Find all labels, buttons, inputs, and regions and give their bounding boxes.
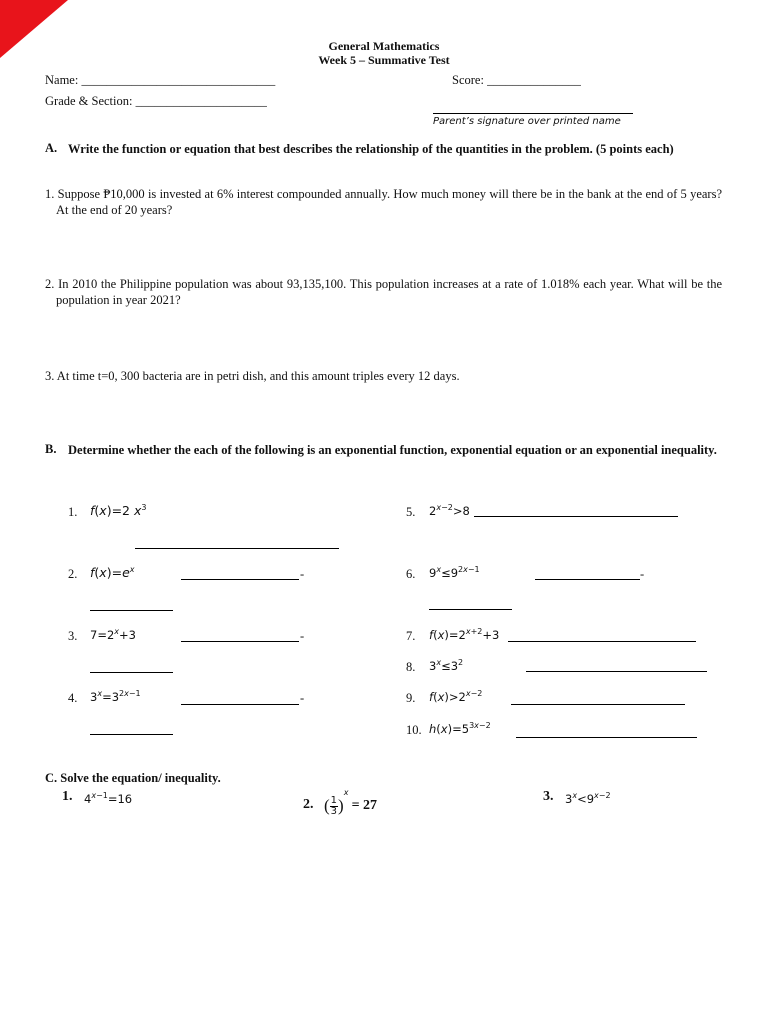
item-b4-number: 4. [68,691,78,705]
fraction-one-third: $\frac{1}{3}$ [330,794,338,817]
grade-blank: _____________________ [135,94,267,108]
item-b9-number: 9. [406,691,416,705]
dash-b2: - [300,567,305,581]
item-b6-expression: $9^x\le 9^{2x-1}$ [429,565,480,580]
item-b6-number: 6. [406,567,416,581]
item-b5-expression: $2^{x-2}>8$ [429,503,470,518]
item-b7-number: 7. [406,629,416,643]
answer-line-b2 [181,579,299,580]
item-b9-expression: $f(x)>2^{x-2}$ [429,689,483,704]
item-c3-number: 3. [543,789,554,804]
score-field [452,73,581,88]
item-b5-number: 5. [406,505,416,519]
item-b8-number: 8. [406,660,416,674]
name-label: Name: [45,73,82,87]
dash-b3: - [300,629,305,643]
subject-title: General Mathematics [328,39,440,53]
answer-line-b6 [535,579,640,580]
answer-line-b2-cont [90,610,173,611]
answer-line-b4 [181,704,299,705]
dash-b6: - [640,567,645,581]
item-c3-expression: $3^x<9^{x-2}$ [565,791,611,806]
section-b-heading: Determine whether the each of the following is an exponential function, exponential equation or an exponential inequality. [68,443,717,457]
answer-line-b8 [526,671,707,672]
answer-line-b9 [511,704,685,705]
item-b3-number: 3. [68,629,78,643]
section-b-letter: B. [45,442,57,456]
item-b2-number: 2. [68,567,78,581]
problem-3: 3. At time t=0, 300 bacteria are in petri dish, and this amount triples every 12 days. [45,369,460,383]
answer-line-b3-cont [90,672,173,673]
problem-2: 2. In 2010 the Philippine population was about 93,135,100. This population increases at a rate of 1.018% each year. What will be the population in year 2021? [45,277,722,307]
score-blank: _______________ [487,73,581,87]
item-c2-number: 2. [303,797,314,812]
grade-section-field [45,94,267,109]
answer-line-b7 [508,641,696,642]
test-title: Week 5 – Summative Test [318,53,450,67]
item-c2-expression: ( $\frac{1}{3}$ )$^x$ = 27 [324,788,378,817]
item-b7-expression: $f(x)=2^{x+2}+3$ [429,627,500,642]
section-a-letter: A. [45,141,58,155]
dash-b4: - [300,691,305,705]
name-field [45,73,275,88]
score-label: Score: [452,73,488,87]
item-b1-number: 1. [68,505,78,519]
answer-line-b3 [181,641,299,642]
answer-line-b10 [516,737,697,738]
item-b8-expression: $3^x\le 3^2$ [429,658,464,673]
grade-label: Grade & Section: [45,94,136,108]
item-b10-expression: $h(x)=5^{3x-2}$ [429,721,491,736]
problem-1: 1. Suppose ₱10,000 is invested at 6% interest compounded annually. How much money will there be in the bank at the end of 5 years? At the end of 20 years? [45,187,722,217]
signature-line [433,113,633,114]
signature-caption: Parent’s signature over printed name [433,116,621,127]
item-b1-expression: f(x)=2 $x^3$ [90,503,147,518]
answer-line-b1 [135,548,339,549]
section-a-heading: Write the function or equation that best describes the relationship of the quantities in the problem. (5 points each) [68,142,674,156]
item-c1-expression: $4^{x-1}=16$ [84,791,133,806]
item-b10-number: 10. [406,723,422,737]
item-c1-number: 1. [62,789,73,804]
item-b3-expression: $7=2^x+3$ [90,627,136,642]
answer-line-b5 [474,516,678,517]
item-b4-expression: $3^x=3^{2x-1}$ [90,689,141,704]
item-c2-rhs: = 27 [351,798,378,814]
answer-line-b4-cont [90,734,173,735]
answer-line-b6-cont [429,609,512,610]
item-b2-expression: $f(x)=e^x$ [90,565,135,580]
name-blank: _______________________________ [81,73,276,87]
section-c-heading: C. Solve the equation/ inequality. [45,771,221,785]
